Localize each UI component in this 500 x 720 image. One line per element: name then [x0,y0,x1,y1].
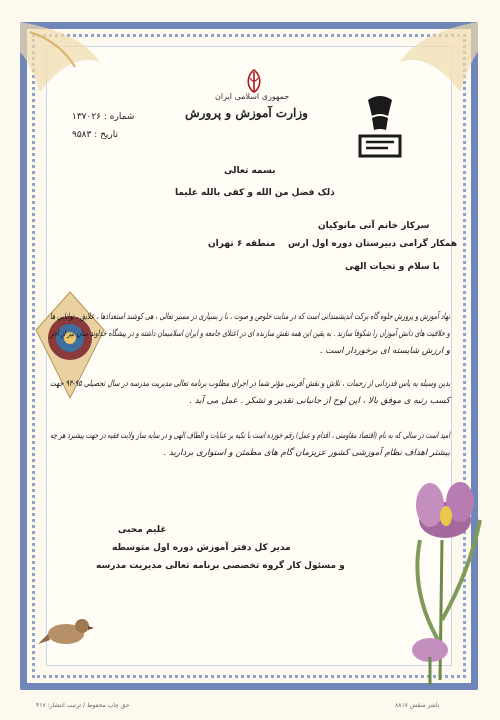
bismillah-line: بسمه تعالی [224,166,276,176]
document-date [72,130,118,140]
body-line-4: بدین وسیله به پاس قدردانی از زحمات ، تلاش و نقش آفرینی مؤثر شما در اجرای مطلوب برنامه تعالی مدیریت مدرسه در سال تحصیلی ۹۵-۹۴ جهت [49,379,450,389]
document-number [72,112,134,122]
top-left-floral-ornament [20,22,140,112]
footer-left-note: حق چاپ محفوظ / ترتیب انتشار: ۴۱۷ [36,702,130,709]
recipient-role: همکار گرامی دبیرستان دوره اول ارس [288,239,458,249]
footer-right-note: ناشر منقش ۸۸۱۷ [395,702,440,709]
body-line-5: کسب رتبه ی موفق بالا ، این لوح از جانبانی تقدیر و تشکر . عمل می آید . [189,396,450,406]
republic-heading: جمهوری اسلامی ایران [215,92,290,101]
iran-emblem-icon [243,68,265,94]
body-line-3: و ارزش شایسته ای برخوردار است . [319,346,450,356]
date-label: تاریخ : [94,130,119,140]
body-line-2: و خلاقیت های دانش آموزان را شکوفا سازند . به یقین این همه نقش سازنده ای در اعتلای جامعه و ایران اسلامیمان داشته و در پیشگاه خداوند منان نیز از اجر [49,329,450,339]
greeting-line: با سلام و تحیات الهی [345,262,440,272]
lower-iris-illustration [395,625,465,685]
body-line-7: بیشتر اهداف نظام آموزشی کشور عزیزمان گام های مطمئن و استواری بردارید . [163,448,450,458]
signatory-title-1: مدیر کل دفتر آموزش دوره اول متوسطه [112,543,291,553]
recipient-region: منطقه ۶ تهران [208,239,276,249]
bird-illustration [36,600,96,660]
number-value: ۱۳۷۰۲۶ [72,112,102,122]
signatory-title-2: و مسئول کار گروه تخصصی برنامه تعالی مدیریت مدرسه [96,561,345,571]
date-value: ۹۵۸۳ [72,130,92,140]
verse-line: ذلک فضل من الله و کفی بالله علیما [175,188,335,198]
body-line-6: امید است در سالی که به نام (اقتصاد مقاومتی ، اقدام و عمل) رقم خورده است با تکیه بر عنایات و الطاف الهی و در سایه ساز ولایت فقیه در جهت پیشبرد هر چه [50,431,450,441]
ministry-heading: وزارت آموزش و پرورش [185,106,308,120]
signatory-name: غلیم محبی [118,525,167,535]
number-label: شماره : [103,112,135,122]
ministry-of-education-logo-icon [354,92,406,162]
body-line-1: نهاد آموزش و پرورش جلوه گاه برکت اندیشمندانی است که در منابت خلوص و صوت ، با ر بسیاری در مسیر تعالی ، هی کوشند استعدادها ، علایق ، توانایی ها [50,312,450,322]
recipient-name: سرکار خانم آنی مانوکیان [318,221,430,231]
